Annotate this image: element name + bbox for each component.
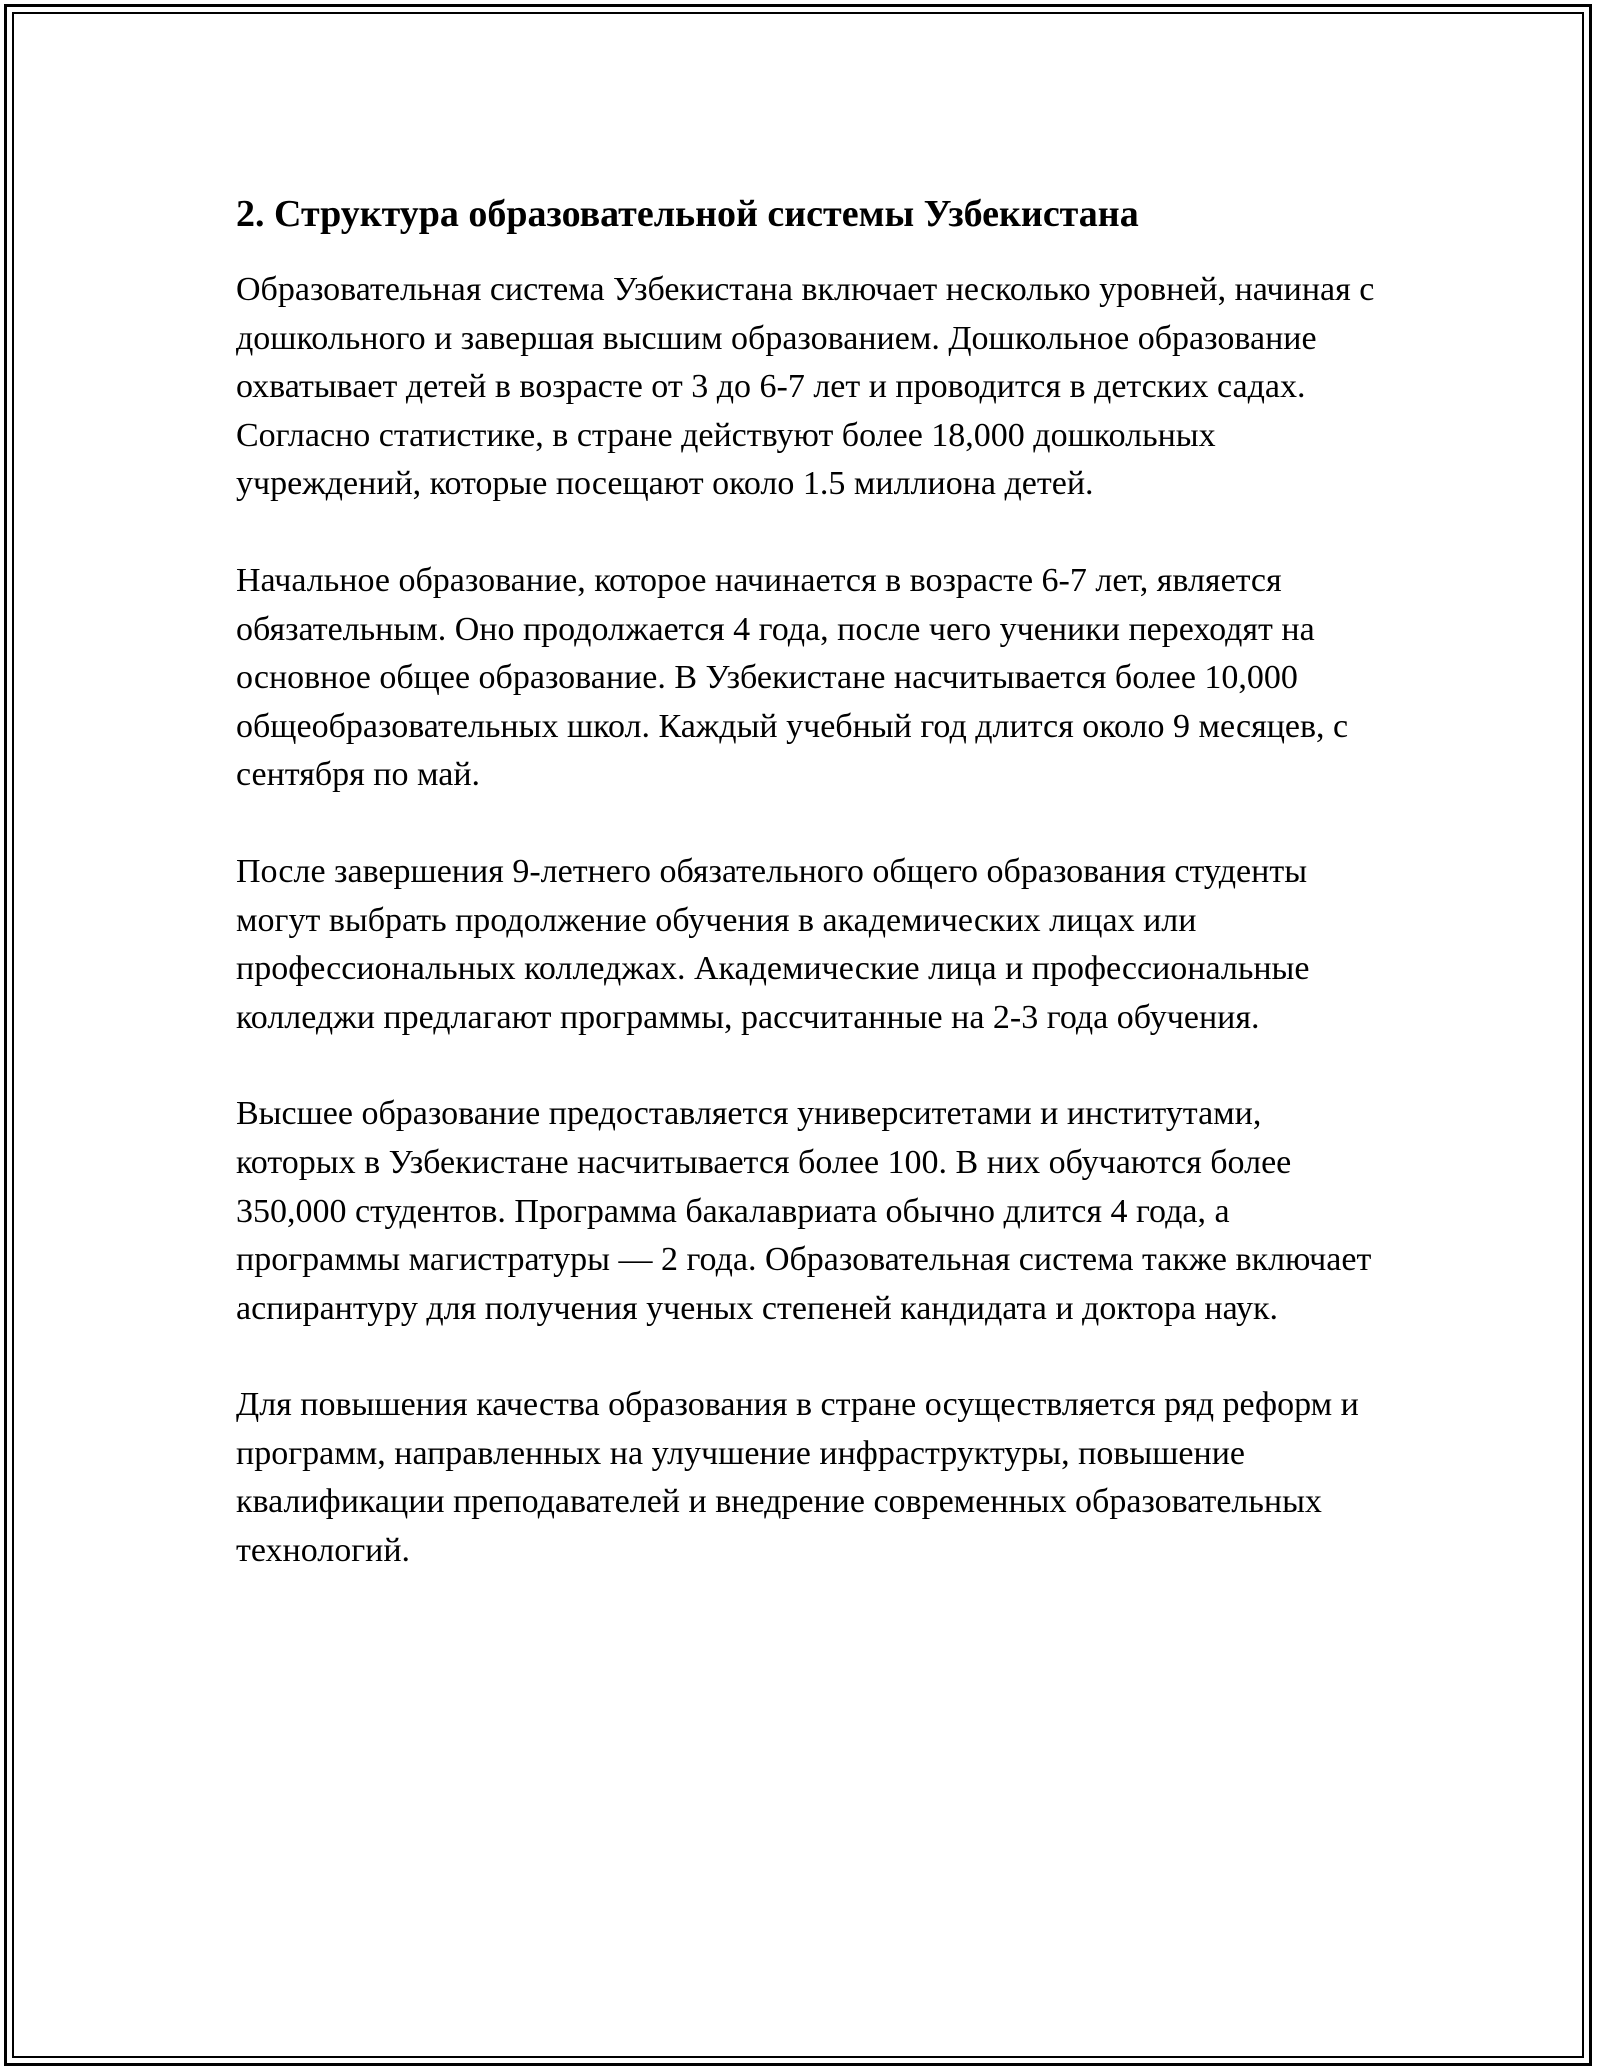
paragraph-preschool-education: Образовательная система Узбекистана включает несколько уровней, начиная с дошкольного и завершая высшим образованием. Дошкольное образование охватывает детей в возрасте от 3 до 6-7 лет и проводится в детских садах. Согласно статистике, в стране действуют более 18,000 дошкольных учреждений, которые посещают около 1.5 миллиона детей. xyxy=(236,271,1375,503)
paragraph-primary-education: Начальное образование, которое начинается в возрасте 6-7 лет, является обязательным. Оно продолжается 4 года, после чего ученики переходят на основное общее образование. В Узбекистане насчитывается более 10,000 общеобразовательных школ. Каждый учебный год длится около 9 месяцев, с сентября по май. xyxy=(236,561,1349,794)
paragraph-higher-education: Высшее образование предоставляется университетами и институтами, которых в Узбекистане насчитывается более 100. В них обучаются более 350,000 студентов. Программа бакалавриата обычно длится 4 года, а программы магистратуры — 2 года. Образовательная система также включает аспирантуру для получения ученых степеней кандидата и доктора наук. xyxy=(236,1095,1372,1327)
paragraph-secondary-specialized-education: После завершения 9-летнего обязательного общего образования студенты могут выбрать продолжение обучения в академических лицах или профессиональных колледжах. Академические лица и профессиональные колледжи предлагают программы, рассчитанные на 2-3 года обучения. xyxy=(236,852,1310,1036)
paragraph-education-reforms: Для повышения качества образования в стране осуществляется ряд реформ и программ, направленных на улучшение инфраструктуры, повышение квалификации преподавателей и внедрение современных образовательных технологий. xyxy=(236,1386,1359,1570)
document-body xyxy=(236,186,1376,1624)
section-heading: 2. Структура образовательной системы Узбекистана xyxy=(236,193,1139,235)
